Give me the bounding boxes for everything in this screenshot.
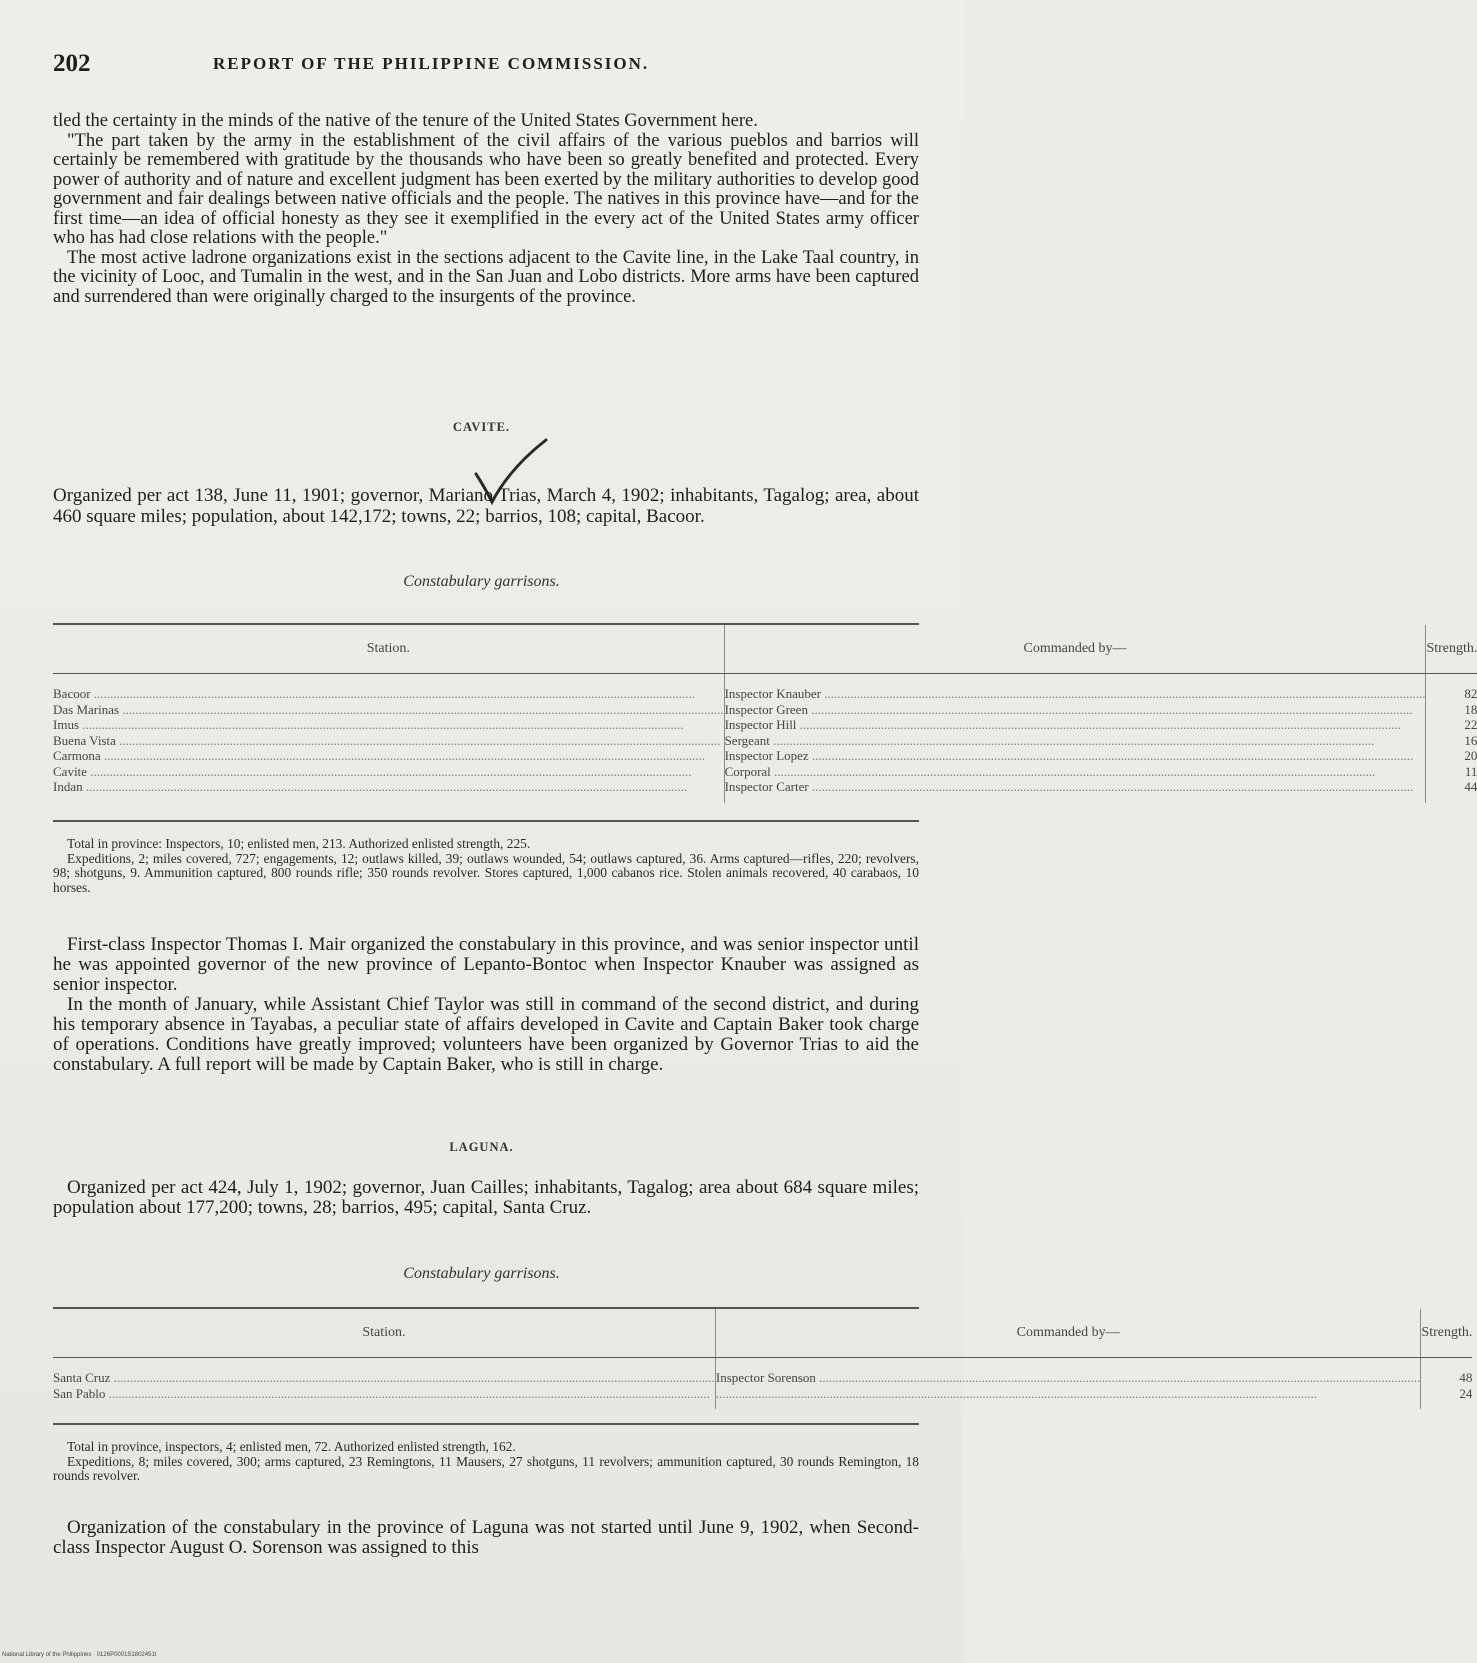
section-heading-laguna: LAGUNA. bbox=[449, 1140, 514, 1154]
commander-cell-text: Inspector Lopez ..... bbox=[725, 748, 1426, 764]
station-cell bbox=[53, 717, 724, 733]
intro-paragraph: The most active ladrone organizations exist in the sections adjacent to the Cavite line, in the Lake Taal country, in the vicinity of Looc, and Tumalin in the west, and in the San Juan and Lobo districts. More arms have been captured and surrendered than were originally charged to the insurgents of the province. bbox=[53, 247, 919, 307]
cavite-paragraph: First-class Inspector Thomas I. Mair organized the constabulary in this province, and was senior inspector until he was appointed governor of the new province of Lepanto-Bontoc when Inspector Knauber was assigned as senior inspector. bbox=[53, 934, 919, 995]
table-bottom-rule bbox=[53, 1423, 919, 1425]
strength-cell-text: 16 bbox=[1464, 732, 1477, 748]
table-row bbox=[53, 1358, 1472, 1386]
station-cell bbox=[53, 764, 724, 780]
strength-cell bbox=[1426, 748, 1477, 764]
strength-cell bbox=[1426, 717, 1477, 733]
column-header-station: Station. bbox=[53, 625, 724, 674]
commander-cell-text: Inspector Hill ..... bbox=[725, 717, 1426, 733]
station-cell bbox=[53, 733, 724, 749]
strength-cell-text: 24 bbox=[1459, 1385, 1473, 1401]
cavite-table-caption: Constabulary garrisons. bbox=[403, 573, 560, 590]
table-bottom-rule bbox=[53, 820, 919, 822]
strength-cell-text: 22 bbox=[1464, 717, 1477, 732]
commander-cell-text: Corporal ..... bbox=[725, 764, 1426, 780]
table-row bbox=[53, 779, 1477, 803]
laguna-garrison-table bbox=[53, 1309, 1472, 1409]
station-cell bbox=[53, 674, 724, 702]
commander-cell bbox=[724, 702, 1426, 718]
table-row bbox=[53, 702, 1477, 718]
cavite-totals: Total in province: Inspectors, 10; enlisted men, 213. Authorized enlisted strength, 225. bbox=[67, 836, 531, 851]
column-header-commanded-by: Commanded by— bbox=[724, 625, 1426, 674]
station-cell-text: Imus ..... bbox=[53, 717, 724, 733]
strength-cell-text: 48 bbox=[1459, 1370, 1473, 1385]
strength-cell bbox=[1426, 733, 1477, 749]
station-cell-text: Carmona ..... bbox=[53, 748, 724, 764]
station-cell-text: Buena Vista ..... bbox=[53, 733, 724, 749]
commander-cell bbox=[715, 1358, 1421, 1386]
cavite-expeditions: Expeditions, 2; miles covered, 727; engagements, 12; outlaws killed, 39; outlaws wounded, 54; outlaws captured, 36. Arms captured—rifles, 220; revolvers, 98; shotguns, 9. Ammunition captured, 800 rounds rifle; 350 rounds revolver. Stores captured, 1,000 cabanos rice. Stolen animals recovered, 40 carabaos, 10 horses. bbox=[53, 850, 919, 895]
commander-cell bbox=[724, 717, 1426, 733]
page-number: 202 bbox=[53, 50, 91, 77]
table-row bbox=[53, 733, 1477, 749]
table-row bbox=[53, 1386, 1472, 1410]
commander-cell-text: Inspector Knauber ..... bbox=[725, 686, 1426, 702]
laguna-table-body bbox=[53, 1358, 1472, 1410]
strength-cell bbox=[1426, 702, 1477, 718]
commander-cell-text: Inspector Carter ..... bbox=[725, 779, 1426, 795]
page-header bbox=[53, 50, 921, 80]
table-row bbox=[53, 674, 1477, 702]
intro-paragraph: tled the certainty in the minds of the native of the tenure of the United States Government here. bbox=[53, 111, 758, 131]
laguna-organized-text bbox=[53, 1178, 919, 1218]
table-row bbox=[53, 717, 1477, 733]
laguna-expeditions: Expeditions, 8; miles covered, 300; arms captured, 23 Remingtons, 11 Mausers, 27 shotguns, 11 revolvers; ammunition captured, 30 rounds Remington, 18 rounds revolver. bbox=[53, 1453, 919, 1483]
cavite-table-body bbox=[53, 674, 1477, 803]
commander-cell bbox=[724, 764, 1426, 780]
commander-cell-text: Inspector Sorenson ..... bbox=[716, 1370, 1421, 1386]
station-cell-text: Santa Cruz ..... bbox=[53, 1370, 715, 1386]
section-heading-cavite: CAVITE. bbox=[452, 420, 511, 434]
commander-cell bbox=[724, 674, 1426, 702]
station-cell-text: Das Marinas ..... bbox=[53, 702, 724, 718]
commander-cell bbox=[724, 779, 1426, 803]
station-cell bbox=[53, 702, 724, 718]
column-header-strength: Strength. bbox=[1421, 1309, 1472, 1358]
station-cell-text: Bacoor ..... bbox=[53, 686, 724, 702]
column-header-strength: Strength. bbox=[1426, 625, 1477, 674]
commander-cell bbox=[724, 733, 1426, 749]
table-row bbox=[53, 748, 1477, 764]
station-cell-text: Indan ..... bbox=[53, 779, 724, 795]
station-cell-text: San Pablo ..... bbox=[53, 1386, 715, 1402]
strength-cell-text: 11 bbox=[1464, 763, 1477, 779]
commander-cell-text: Inspector Green ..... bbox=[725, 702, 1426, 718]
station-cell bbox=[53, 1358, 715, 1386]
cavite-paragraph: In the month of January, while Assistant Chief Taylor was still in command of the second district, and during his temporary absence in Tayabas, a peculiar state of affairs developed in Cavite and Captain Baker took charge of operations. Conditions have greatly improved; volunteers have been organized by Governor Trias to aid the constabulary. A full report will be made by Captain Baker, who is still in charge. bbox=[53, 994, 919, 1075]
commander-cell-text bbox=[716, 1386, 1421, 1402]
station-cell bbox=[53, 748, 724, 764]
intro-paragraph: "The part taken by the army in the establishment of the civil affairs of the various pueblos and barrios will certainly be remembered with gratitude by the thousands who have been so greatly benefited and protected. Every power of authority and of nature and excellent judgment has been exerted by the military authorities to develop good government and fair dealings between native officials and the people. The natives in this province have—and for the first time—an idea of official honesty as they see it exemplified in the every act of the United States army officer who has had close relations with the people." bbox=[53, 130, 919, 248]
station-cell bbox=[53, 1386, 715, 1410]
table-header-row bbox=[53, 1309, 1472, 1358]
column-header-commanded-by: Commanded by— bbox=[715, 1309, 1421, 1358]
column-header-station: Station. bbox=[53, 1309, 715, 1358]
strength-cell-text: 20 bbox=[1464, 748, 1477, 763]
scan-footer: National Library of the Philippines · 0126P0001S1802451t bbox=[2, 1652, 157, 1658]
strength-cell bbox=[1421, 1386, 1472, 1410]
station-cell bbox=[53, 779, 724, 803]
strength-cell-text: 82 bbox=[1464, 686, 1477, 701]
cavite-summary bbox=[53, 837, 919, 895]
running-title: REPORT OF THE PHILIPPINE COMMISSION. bbox=[213, 54, 650, 73]
strength-cell bbox=[1426, 779, 1477, 803]
station-cell-text: Cavite ..... bbox=[53, 764, 724, 780]
laguna-summary bbox=[53, 1440, 919, 1484]
cavite-organized-text bbox=[53, 485, 919, 527]
laguna-table-caption: Constabulary garrisons. bbox=[403, 1265, 560, 1282]
commander-cell bbox=[724, 748, 1426, 764]
commander-cell bbox=[715, 1386, 1421, 1410]
laguna-totals: Total in province, inspectors, 4; enlisted men, 72. Authorized enlisted strength, 162. bbox=[67, 1439, 516, 1454]
commander-cell-text: Sergeant ..... bbox=[725, 733, 1426, 749]
cavite-organized-paragraph: Organized per act 138, June 11, 1901; governor, Mariano Trias, March 4, 1902; inhabitants, Tagalog; area, about 460 square miles; population, about 142,172; towns, 22; barrios, 108; capital, Bacoor. bbox=[53, 485, 919, 527]
strength-cell bbox=[1426, 674, 1477, 702]
intro-text bbox=[53, 112, 919, 307]
cavite-narrative bbox=[53, 935, 919, 1075]
cavite-garrison-table bbox=[53, 625, 1477, 803]
table-row bbox=[53, 764, 1477, 780]
table-header-row bbox=[53, 625, 1477, 674]
laguna-organized-paragraph: Organized per act 424, July 1, 1902; governor, Juan Cailles; inhabitants, Tagalog; area about 684 square miles; population about 177,200; towns, 28; barrios, 495; capital, Santa Cruz. bbox=[53, 1177, 919, 1218]
strength-cell-text: 44 bbox=[1464, 779, 1477, 794]
laguna-narrative bbox=[53, 1518, 919, 1558]
laguna-paragraph: Organization of the constabulary in the province of Laguna was not started until June 9, 1902, when Second-class Inspector August O. Sorenson was assigned to this bbox=[53, 1517, 919, 1558]
strength-cell-text: 18 bbox=[1464, 701, 1477, 717]
strength-cell bbox=[1421, 1358, 1472, 1386]
strength-cell bbox=[1426, 764, 1477, 780]
